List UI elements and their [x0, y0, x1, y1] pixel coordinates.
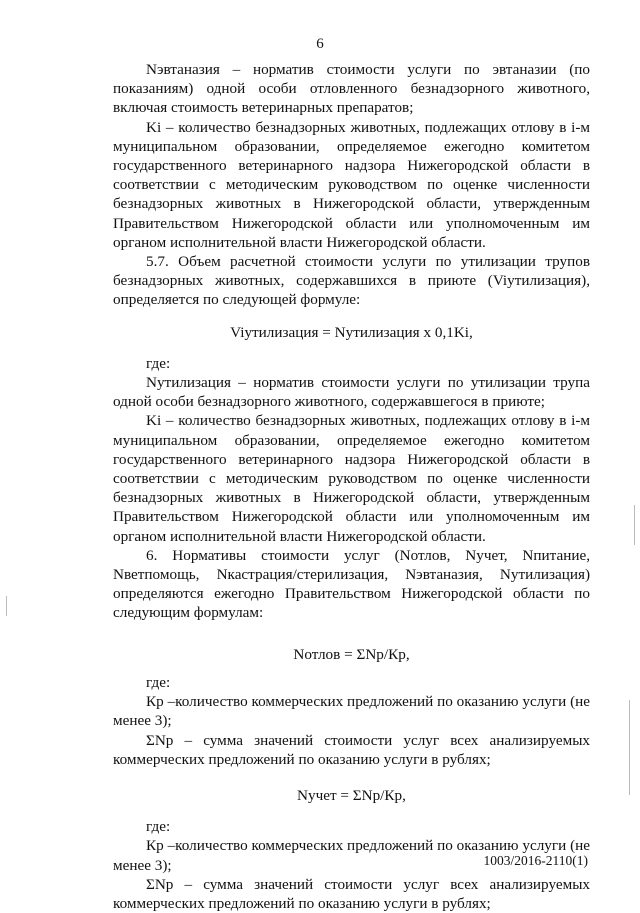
- paragraph: 6. Нормативы стоимости услуг (Nотлов, Nучет, Nпитание, Nветпомощь, Nкастрация/стерилизация, Nэвтаназия, Nутилизация) определяются ежегодно Правительством Нижегородской области по следующим формулам:: [113, 546, 590, 622]
- document-code: 1003/2016-2110(1): [483, 853, 588, 868]
- document-body: [113, 60, 590, 913]
- paragraph: ΣNp – сумма значений стоимости услуг всех анализируемых коммерческих предложений по оказанию услуги в рублях;: [113, 875, 590, 912]
- where-label: где:: [146, 354, 171, 372]
- formula: Viутилизация = Nутилизация х 0,1Ki,: [230, 323, 473, 341]
- paragraph: 5.7. Объем расчетной стоимости услуги по утилизации трупов безнадзорных животных, содержавшихся в приюте (Viутилизация), определяется по следующей формуле:: [113, 253, 590, 309]
- paragraph: Nутилизация – норматив стоимости услуги по утилизации трупа одной особи безнадзорного животного, содержавшегося в приюте;: [113, 374, 590, 411]
- paragraph: Кр –количество коммерческих предложений по оказанию услуги (не менее 3);: [113, 693, 590, 730]
- scan-edge-line: [6, 596, 7, 616]
- scan-edge-line: [629, 700, 630, 795]
- where-label: где:: [146, 673, 171, 691]
- paragraph: Nэвтаназия – норматив стоимости услуги по эвтаназии (по показаниям) одной особи отловленного безнадзорного животного, включая стоимость ветеринарных препаратов;: [113, 61, 590, 117]
- paragraph: Кр –количество коммерческих предложений по оказанию услуги (не менее 3);: [113, 837, 590, 874]
- where-label: где:: [146, 818, 171, 836]
- paragraph: Ki – количество безнадзорных животных, подлежащих отлову в i-м муниципальном образовании, определяемое ежегодно комитетом государственного ветеринарного надзора Нижегородской области в соответствии с методическим руководством по оценке численности безнадзорных животных в Нижегородской области, утвержденным Правительством Нижегородской области или уполномоченным им органом исполнительной власти Нижегородской области.: [113, 118, 590, 251]
- paragraph: Ki – количество безнадзорных животных, подлежащих отлову в i-м муниципальном образовании, определяемое ежегодно комитетом государственного ветеринарного надзора Нижегородской области в соответствии с методическим руководством по оценке численности безнадзорных животных в Нижегородской области, утвержденным Правительством Нижегородской области или уполномоченным им органом исполнительной власти Нижегородской области.: [113, 412, 590, 545]
- scan-edge-line: [634, 505, 635, 545]
- formula: Nотлов = ΣNp/Кр,: [293, 645, 410, 663]
- paragraph: ΣNp – сумма значений стоимости услуг всех анализируемых коммерческих предложений по оказанию услуги в рублях;: [113, 731, 590, 768]
- formula: Nучет = ΣNp/Кр,: [297, 786, 406, 804]
- page-number: 6: [316, 36, 324, 52]
